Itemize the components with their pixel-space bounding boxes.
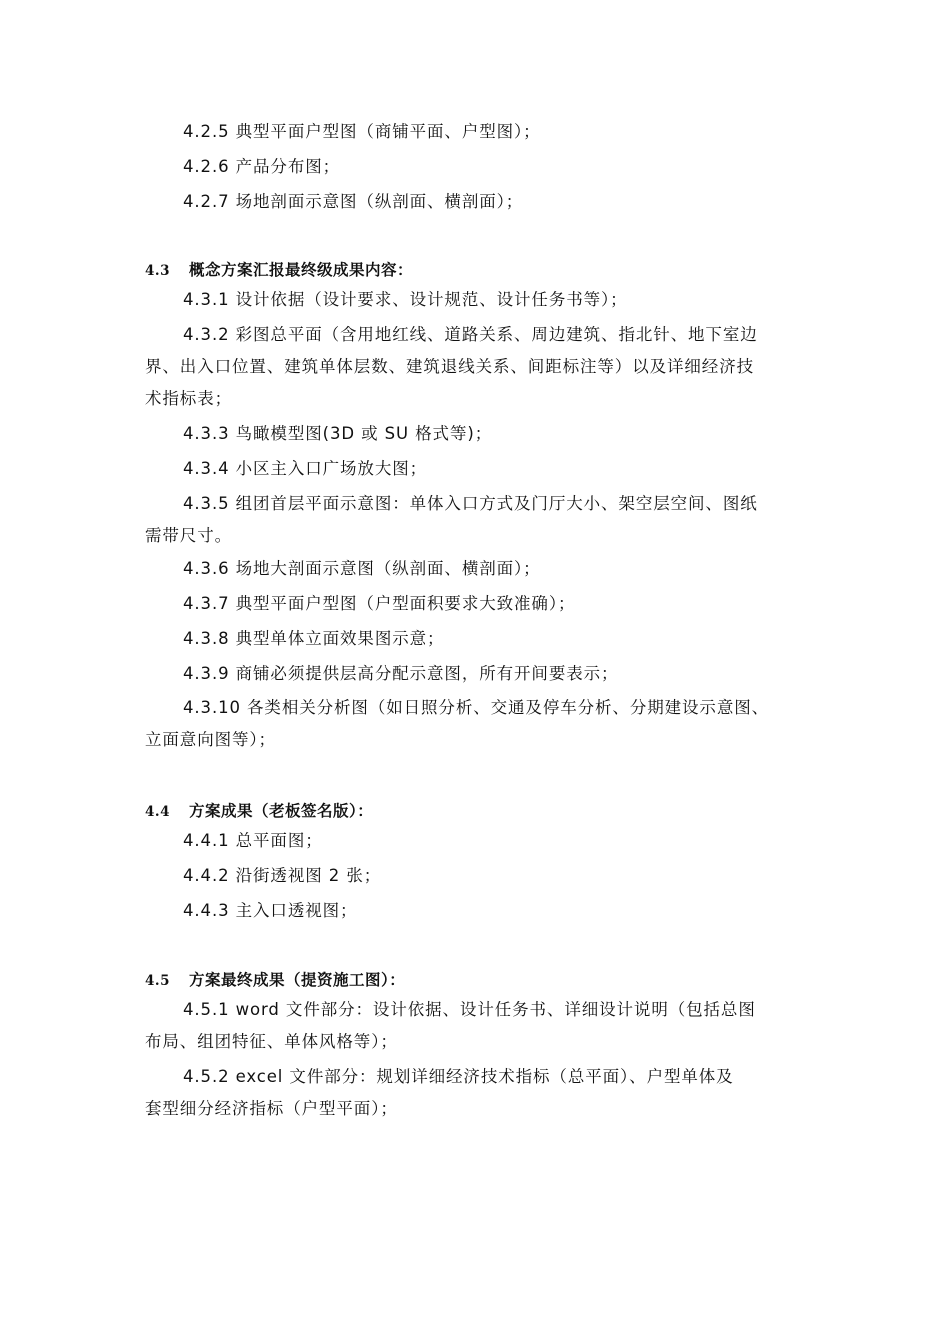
section-title: 概念方案汇报最终级成果内容： [189, 260, 414, 279]
section-heading-4-5 [145, 968, 815, 993]
list-item: 4.2.5 典型平面户型图（商铺平面、户型图）； [183, 122, 541, 141]
section-number: 4.4 [145, 804, 170, 820]
list-item-continuation: 立面意向图等）； [145, 730, 276, 749]
list-item: 4.3.10 各类相关分析图（如日照分析、交通及停车分析、分期建设示意图、 [183, 698, 770, 717]
list-item: 4.3.9 商铺必须提供层高分配示意图，所有开间要表示； [183, 664, 619, 683]
list-item: 4.2.6 产品分布图； [183, 157, 341, 176]
section-heading-4-3 [145, 258, 815, 283]
list-item: 4.4.2 沿街透视图 2 张； [183, 866, 382, 885]
list-item: 4.2.7 场地剖面示意图（纵剖面、横剖面）； [183, 192, 524, 211]
list-item: 4.3.6 场地大剖面示意图（纵剖面、横剖面）； [183, 559, 541, 578]
section-heading-4-4 [145, 799, 815, 824]
list-item: 4.3.5 组团首层平面示意图：单体入口方式及门厅大小、架空层空间、图纸 [183, 494, 758, 513]
section-number: 4.5 [145, 973, 170, 989]
list-item: 4.3.3 鸟瞰模型图(3D 或 SU 格式等)； [183, 424, 493, 443]
list-item: 4.5.2 excel 文件部分：规划详细经济技术指标（总平面）、户型单体及 [183, 1067, 734, 1086]
list-item: 4.5.1 word 文件部分：设计依据、设计任务书、详细设计说明（包括总图 [183, 1000, 756, 1019]
section-number: 4.3 [145, 263, 170, 279]
section-title: 方案最终成果（提资施工图）： [189, 970, 406, 989]
list-item-continuation: 术指标表； [145, 389, 232, 408]
list-item: 4.4.3 主入口透视图； [183, 901, 358, 920]
list-item-continuation: 界、出入口位置、建筑单体层数、建筑退线关系、间距标注等）以及详细经济技 [145, 357, 754, 376]
list-item-continuation: 需带尺寸。 [145, 526, 232, 545]
list-item-continuation: 套型细分经济指标（户型平面）； [145, 1099, 398, 1118]
list-item: 4.3.7 典型平面户型图（户型面积要求大致准确）； [183, 594, 576, 613]
list-item: 4.3.8 典型单体立面效果图示意； [183, 629, 445, 648]
list-item: 4.3.4 小区主入口广场放大图； [183, 459, 428, 478]
list-item: 4.4.1 总平面图； [183, 831, 323, 850]
list-item-continuation: 布局、组团特征、单体风格等）； [145, 1032, 398, 1051]
list-item: 4.3.1 设计依据（设计要求、设计规范、设计任务书等）； [183, 290, 628, 309]
list-item: 4.3.2 彩图总平面（含用地红线、道路关系、周边建筑、指北针、地下室边 [183, 325, 758, 344]
section-title: 方案成果（老板签名版）： [189, 801, 374, 820]
